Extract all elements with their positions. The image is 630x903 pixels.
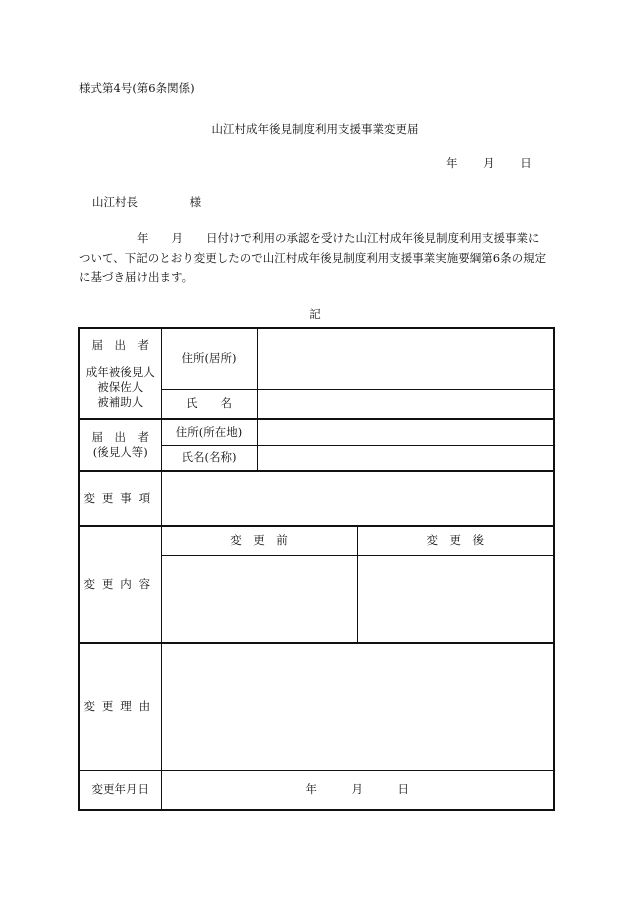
address2-field[interactable] [257, 419, 554, 445]
after-field[interactable] [357, 555, 554, 643]
change-reason-label: 変更理由 [79, 643, 161, 770]
address2-label: 住所(所在地) [161, 419, 257, 445]
section1-label-line-1: 成年被後見人 [85, 364, 155, 379]
date-line: 年 月 日 [446, 156, 532, 170]
address-label: 住所(居所) [161, 328, 257, 389]
change-date-value[interactable]: 年 月 日 [161, 770, 554, 810]
change-item-label: 変更事項 [79, 471, 161, 526]
section1-label-top: 届 出 者 [91, 337, 149, 352]
section2-label-line-1: 届 出 者 [91, 430, 149, 444]
body-line-2: ついて、下記のとおり変更したので山江村成年後見制度利用支援事業実施要綱第6条の規定 [79, 250, 547, 265]
name-label: 氏 名 [161, 389, 257, 419]
section1-label [79, 328, 161, 419]
change-content-label: 変更内容 [79, 526, 161, 643]
body-line-3: に基づき届け出ます。 [79, 270, 194, 284]
address-field[interactable] [257, 328, 554, 389]
after-label: 変 更 後 [357, 526, 554, 555]
section1-label-line-3: 被補助人 [97, 394, 144, 409]
section2-label-line-2: (後見人等) [92, 445, 148, 459]
before-label: 変 更 前 [161, 526, 357, 555]
name-field[interactable] [257, 389, 554, 419]
document-title: 山江村成年後見制度利用支援事業変更届 [211, 122, 419, 136]
section1-label-line-2: 被保佐人 [97, 379, 144, 394]
body-line-1: 年 月 日付けで利用の承認を受けた山江村成年後見制度利用支援事業に [137, 231, 540, 245]
section2-label [79, 419, 161, 471]
before-field[interactable] [161, 555, 357, 643]
change-reason-field[interactable] [161, 643, 554, 770]
ki-heading: 記 [309, 307, 321, 321]
name2-label: 氏名(名称) [161, 445, 257, 471]
form-number: 様式第4号(第6条関係) [79, 81, 195, 95]
change-item-field[interactable] [161, 471, 554, 526]
addressee: 山江村長 様 [92, 195, 202, 209]
name2-field[interactable] [257, 445, 554, 471]
form-table [78, 327, 555, 811]
change-date-label: 変更年月日 [79, 770, 161, 810]
body-text [79, 229, 554, 288]
